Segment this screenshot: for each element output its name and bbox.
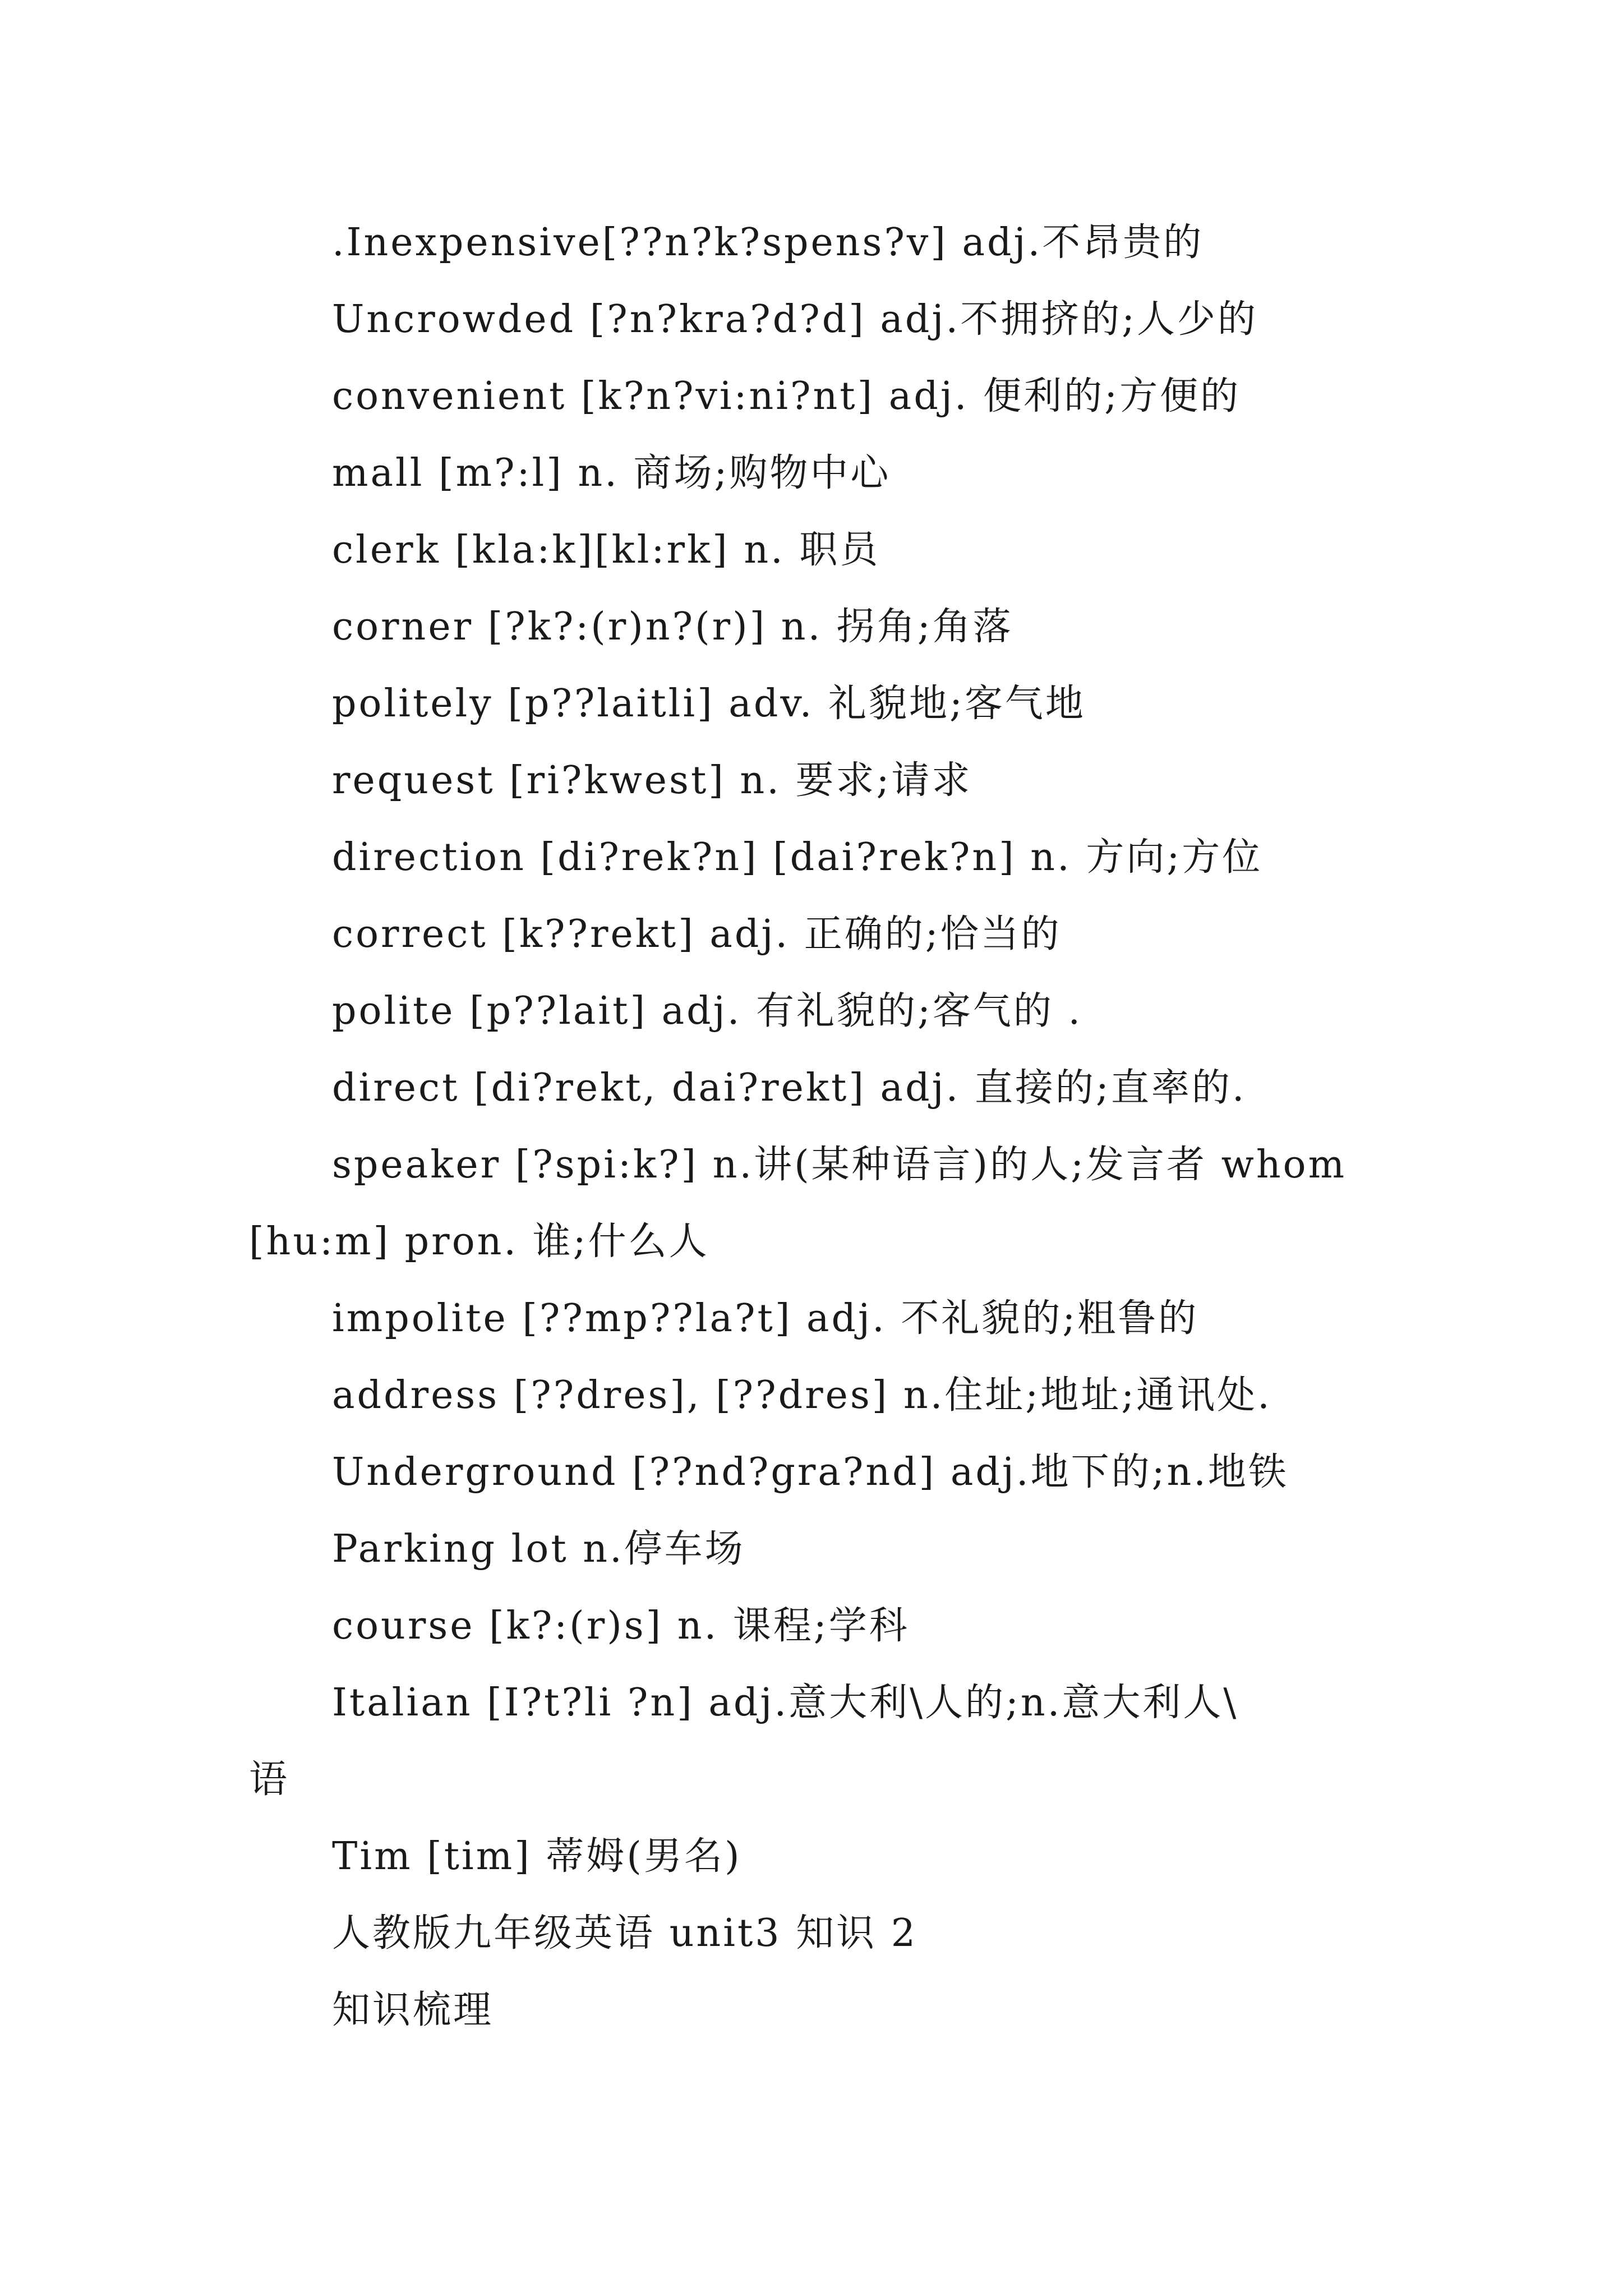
vocab-line-direct: direct [di?rekt, dai?rekt] adj. 直接的;直率的. — [332, 1066, 1247, 1110]
vocab-line-parking-lot: Parking lot n.停车场 — [332, 1527, 745, 1571]
vocab-line-correct: correct [k??rekt] adj. 正确的;恰当的 — [332, 912, 1062, 956]
vocab-line-italian-continued: 语 — [249, 1757, 290, 1802]
vocab-line-italian: Italian [I?t?li ?n] adj.意大利\人的;n.意大利人\ — [332, 1681, 1239, 1725]
section-heading: 人教版九年级英语 unit3 知识 2 — [332, 1911, 918, 1955]
vocab-line-polite: polite [p??lait] adj. 有礼貌的;客气的 . — [332, 989, 1083, 1033]
document-body — [249, 218, 1382, 2062]
vocab-line-tim: Tim [tim] 蒂姆(男名) — [332, 1834, 742, 1879]
vocab-line-impolite: impolite [??mp??la?t] adj. 不礼貌的;粗鲁的 — [332, 1296, 1199, 1341]
vocab-line-politely: politely [p??laitli] adv. 礼貌地;客气地 — [332, 682, 1086, 726]
vocab-line-course: course [k?:(r)s] n. 课程;学科 — [332, 1604, 910, 1648]
vocab-line-direction: direction [di?rek?n] [dai?rek?n] n. 方向;方位 — [332, 835, 1263, 880]
vocab-line-convenient: convenient [k?n?vi:ni?nt] adj. 便利的;方便的 — [332, 374, 1241, 418]
vocab-line-whom-continued: [hu:m] pron. 谁;什么人 — [249, 1220, 709, 1264]
vocab-line-speaker: speaker [?spi:k?] n.讲(某种语言)的人;发言者 whom — [332, 1143, 1347, 1187]
vocab-line-corner: corner [?k?:(r)n?(r)] n. 拐角;角落 — [332, 605, 1013, 649]
vocab-line-clerk: clerk [kla:k][kl:rk] n. 职员 — [332, 528, 880, 572]
vocab-line-inexpensive: .Inexpensive[??n?k?spens?v] adj.不昂贵的 — [332, 220, 1204, 265]
vocab-line-mall: mall [m?:l] n. 商场;购物中心 — [332, 451, 891, 495]
section-subheading: 知识梳理 — [332, 1988, 494, 2032]
vocab-line-address: address [??dres], [??dres] n.住址;地址;通讯处. — [332, 1373, 1272, 1418]
vocab-line-underground: Underground [??nd?gra?nd] adj.地下的;n.地铁 — [332, 1450, 1289, 1494]
vocab-line-request: request [ri?kwest] n. 要求;请求 — [332, 758, 972, 803]
vocab-line-uncrowded: Uncrowded [?n?kra?d?d] adj.不拥挤的;人少的 — [332, 297, 1258, 342]
